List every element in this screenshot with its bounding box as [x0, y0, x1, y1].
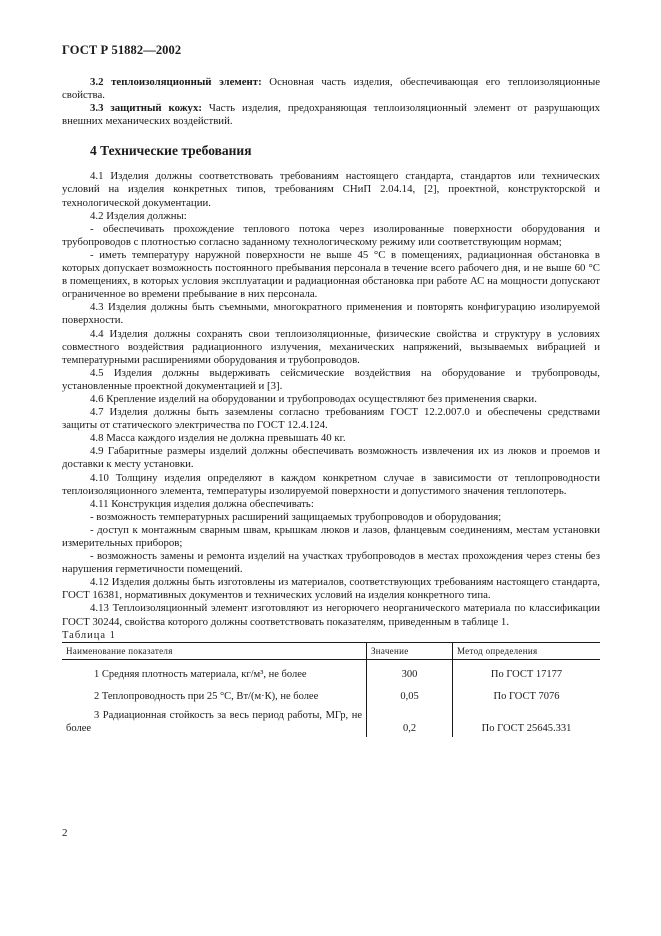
paragraph: - возможность температурных расширений защищаемых трубопроводов и оборудования;: [90, 510, 502, 523]
table-cell: 2 Теплопроводность при 25 °С, Вт/(м·К), не более: [94, 690, 319, 702]
paragraph: - иметь температуру наружной поверхности не выше 45 °С в помещениях, радиационная обстановка в которых допускает возможность постоянного пребывания персонала в течение всего рабочего дня, и не выше 60 °С в помещениях, в которых условия эксплуатации и радиационная обстановка при работе АС на мощности допускают ограниченное во времени пребывание в них персонала.: [62, 248, 600, 301]
column-header: Наименование показателя: [62, 642, 367, 659]
paragraph: 4.6 Крепление изделий на оборудовании и трубопроводах осуществляют без применения сварки.: [90, 392, 537, 405]
table-cell: 1 Средняя плотность материала, кг/м³, не более: [94, 668, 307, 680]
definition: Основная часть изделия, обеспечивающая его теплоизоляционные свойства.: [62, 76, 600, 102]
definition: Часть изделия, предохраняющая теплоизоляционный элемент от разрушающих внешних механических воздействий.: [62, 102, 600, 128]
paragraph: - обеспечивать прохождение теплового потока через изолированные поверхности оборудования и трубопроводов с плотностью согласно заданному технологическому режиму или соответствующим нормам;: [62, 222, 600, 248]
paragraph: 4.7 Изделия должны быть заземлены согласно требованиям ГОСТ 12.2.007.0 и обеспечены средствами защиты от статического электричества по ГОСТ 12.4.124.: [62, 406, 600, 432]
paragraph: 4.10 Толщину изделия определяют в каждом конкретном случае в зависимости от теплопроводности теплоизоляционного элемента, температуры изолируемой поверхности и допустимого значения теплопотерь.: [62, 471, 600, 497]
document-header: ГОСТ Р 51882—2002: [62, 43, 182, 57]
table-cell: По ГОСТ 17177: [453, 659, 601, 682]
table-cell: По ГОСТ 7076: [453, 682, 601, 704]
section-title: 4 Технические требования: [90, 143, 252, 159]
table-header-row: [62, 642, 600, 659]
paragraph: 4.9 Габаритные размеры изделий должны обеспечивать возможность извлечения их из люков и проемов и доставки к месту установки.: [62, 445, 600, 471]
term: 3.2 теплоизоляционный элемент:: [90, 76, 262, 88]
paragraph: - доступ к монтажным сварным швам, крышкам люков и лазов, фланцевым соединениям, местам установки измерительных приборов;: [62, 523, 600, 549]
table-cell: По ГОСТ 25645.331: [453, 704, 601, 737]
paragraph: 4.2 Изделия должны:: [90, 209, 187, 222]
table-cell: 3 Радиационная стойкость за весь период работы, МГр, не более: [66, 709, 362, 734]
page-number: 2: [62, 827, 68, 839]
table-row: [62, 659, 600, 682]
paragraph: - возможность замены и ремонта изделий на участках трубопроводов в местах прохождения через стены без нарушения герметичности помещений.: [62, 550, 600, 576]
paragraph: 4.5 Изделия должны выдерживать сейсмические воздействия на оборудование и трубопроводы, установленные проектной документацией и [3].: [62, 366, 600, 392]
table-row: [62, 704, 600, 737]
table-cell: 0,2: [367, 704, 453, 737]
paragraph: 4.11 Конструкция изделия должна обеспечивать:: [90, 497, 314, 510]
paragraph-3-2: [62, 76, 600, 102]
paragraph: 4.8 Масса каждого изделия не должна превышать 40 кг.: [90, 432, 346, 445]
paragraph: 4.4 Изделия должны сохранять свои теплоизоляционные, физические свойства и структуру в условиях совместного воздействия радиационного излучения, механических напряжений, вызываемых вибрацией и температурными расширениями оборудования и трубопроводов.: [62, 327, 600, 366]
paragraph: 4.12 Изделия должны быть изготовлены из материалов, соответствующих требованиям настоящего стандарта, ГОСТ 16381, нормативных документов и технических условий на изделия конкретного типа.: [62, 576, 600, 602]
term: 3.3 защитный кожух:: [90, 102, 202, 115]
paragraph: 4.13 Теплоизоляционный элемент изготовляют из негорючего неорганического материала по классификации ГОСТ 30244, свойства которого должны соответствовать показателям, приведенным в таблице 1.: [62, 602, 600, 628]
table-caption: Таблица 1: [62, 629, 116, 641]
column-header: Значение: [367, 642, 453, 659]
table-row: [62, 682, 600, 704]
body-text: [62, 76, 600, 737]
paragraph: 4.1 Изделия должны соответствовать требованиям настоящего стандарта, стандартов или технических условий на изделия конкретных типов, требованиям СНиП 2.04.14, [2], проектной, конструкторской и технологической документации.: [62, 170, 600, 209]
table-cell: 300: [367, 659, 453, 682]
paragraph-3-3: [62, 102, 600, 128]
column-header: Метод определения: [453, 642, 601, 659]
paragraph: 4.3 Изделия должны быть съемными, многократного применения и повторять конфигурацию изолируемой поверхности.: [62, 301, 600, 327]
table-cell: 0,05: [367, 682, 453, 704]
properties-table: [62, 642, 600, 737]
